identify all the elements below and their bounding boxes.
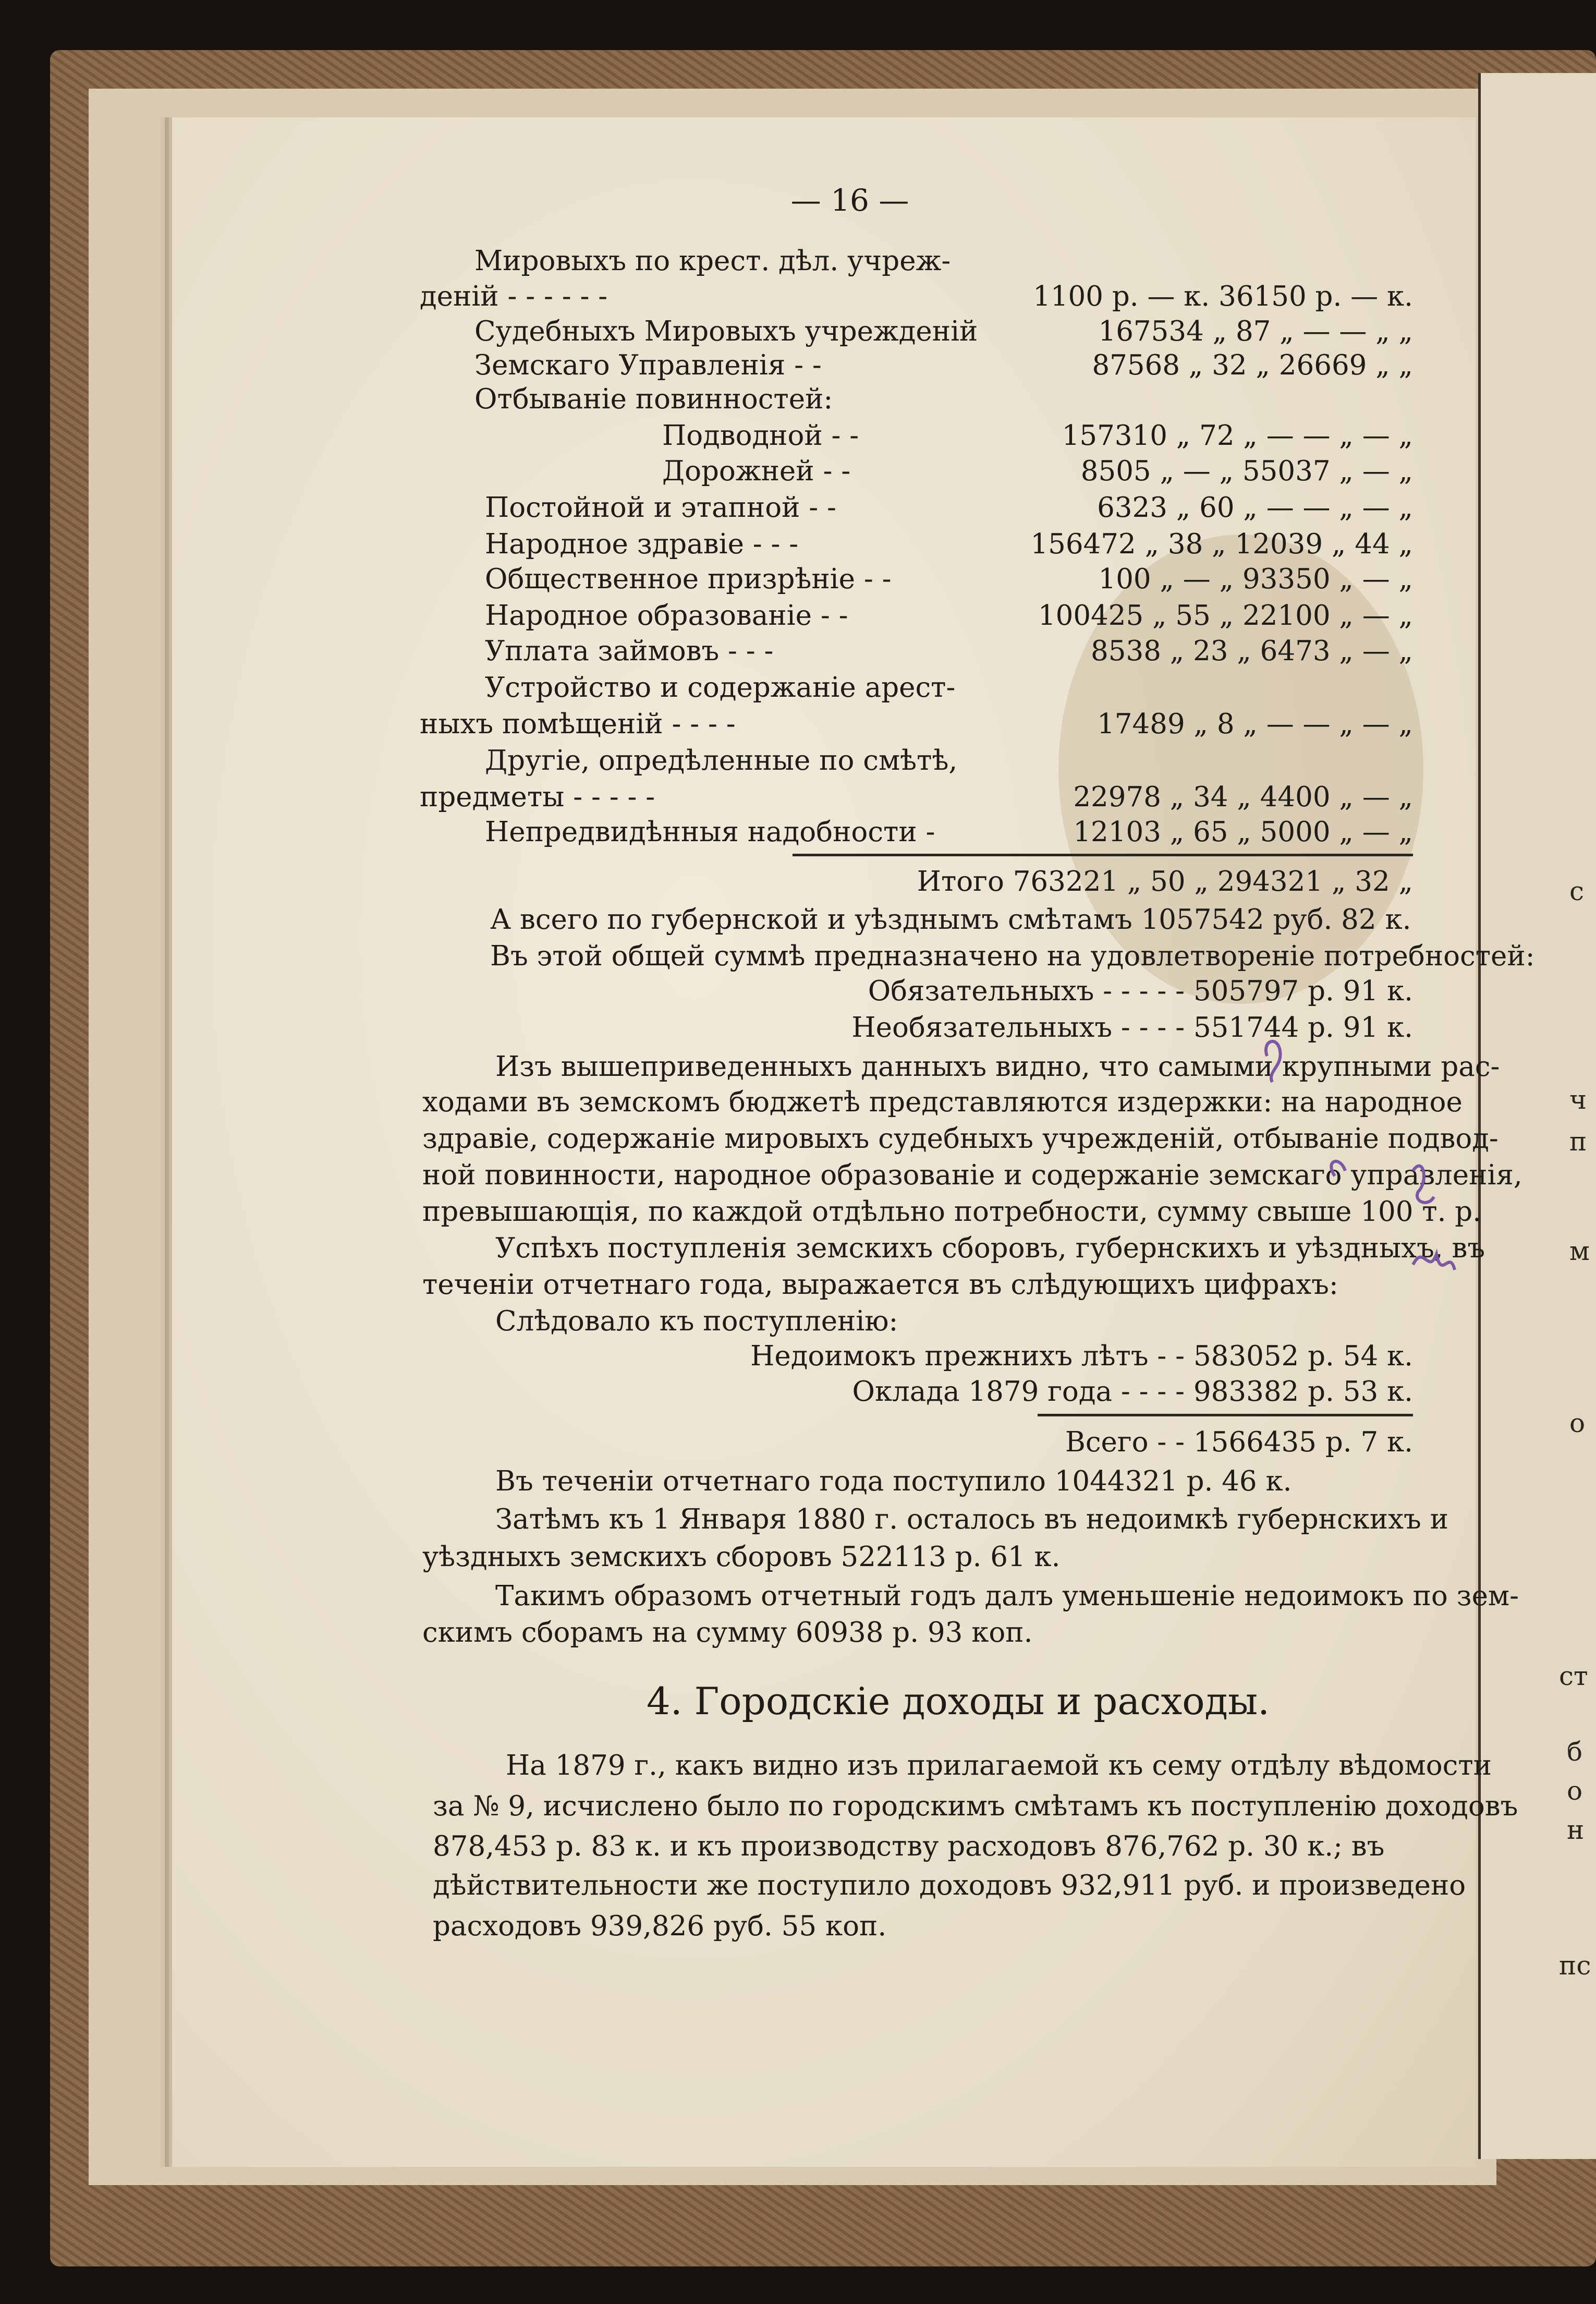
paragraph-line: Въ теченіи отчетнаго года поступило 1044321 р. 46 к. <box>495 1465 1292 1497</box>
ledger-values: 12103 „ 65 „ 5000 „ — „ <box>1073 816 1413 848</box>
ledger-values: 1100 р. — к. 36150 р. — к. <box>1033 281 1413 312</box>
adjacent-letter: н <box>1567 1815 1585 1845</box>
adjacent-letter: б <box>1567 1737 1583 1767</box>
adjacent-letter: с <box>1569 876 1585 906</box>
ledger-values: 157310 „ 72 „ — — „ — „ <box>1062 420 1413 452</box>
ledger-label: Уплата займовъ - - - <box>485 635 774 667</box>
paragraph-line: теченіи отчетнаго года, выражается въ слѣдующихъ цифрахъ: <box>422 1269 1338 1301</box>
ledger-label: Непредвидѣнныя надобности - <box>485 816 935 848</box>
adjacent-letter: м <box>1569 1236 1590 1266</box>
ledger-label: Общественное призрѣніе - - <box>485 563 892 595</box>
pencil-annotation-icon <box>1257 1035 1549 1327</box>
ledger-label: Отбываніе повинностей: <box>474 383 833 415</box>
ledger-label: Дорожней - - <box>662 455 851 487</box>
adjacent-letter: о <box>1569 1408 1586 1438</box>
total-rule <box>793 854 1413 856</box>
summary-line: А всего по губернской и уѣзднымъ смѣтамъ 1057542 руб. 82 к. <box>490 904 1411 936</box>
paragraph-line: за № 9, исчислено было по городскимъ смѣтамъ къ поступленію доходовъ <box>433 1790 1518 1822</box>
ledger-label: Народное образованіе - - <box>485 600 848 632</box>
ledger-values: 17489 „ 8 „ — — „ — „ <box>1097 708 1413 740</box>
ledger-label: Земскаго Управленія - - <box>474 349 822 381</box>
ledger-label: Народное здравіе - - - <box>485 528 799 560</box>
ledger-label: Подводной - - <box>662 420 859 452</box>
adjacent-letter: п <box>1569 1126 1587 1157</box>
page <box>172 117 1535 2167</box>
ledger-values: 156472 „ 38 „ 12039 „ 44 „ <box>1030 528 1413 560</box>
paragraph-line: ходами въ земскомъ бюджетѣ представляются издержки: на народное <box>422 1086 1463 1118</box>
paragraph-line: На 1879 г., какъ видно изъ прилагаемой къ сему отдѣлу вѣдомости <box>506 1750 1492 1781</box>
summary-line: Необязательныхъ - - - - 551744 р. 91 к. <box>851 1012 1413 1044</box>
ledger-values: 100 „ — „ 93350 „ — „ <box>1098 563 1413 595</box>
adjacent-letter: ст <box>1559 1661 1588 1691</box>
paragraph-line: 878,453 р. 83 к. и къ производству расходовъ 876,762 р. 30 к.; въ <box>433 1830 1385 1862</box>
ledger-values: 8505 „ — „ 55037 „ — „ <box>1080 455 1413 487</box>
page-number: — 16 — <box>790 183 909 218</box>
ledger-values: 22978 „ 34 „ 4400 „ — „ <box>1073 781 1413 813</box>
collections-row: Недоимокъ прежнихъ лѣтъ - - 583052 р. 54 к. <box>750 1340 1413 1372</box>
paragraph-line: ной повинности, народное образованіе и содержаніе земскаго управленія, <box>422 1159 1522 1191</box>
ledger-label: Устройство и содержаніе арест- <box>485 672 956 704</box>
ledger-label: Судебныхъ Мировыхъ учрежденій <box>474 316 978 347</box>
summary-line: Обязательныхъ - - - - - 505797 р. 91 к. <box>868 975 1413 1007</box>
section-heading: 4. Городскіе доходы и расходы. <box>647 1679 1270 1723</box>
paragraph-line: Затѣмъ къ 1 Января 1880 г. осталось въ недоимкѣ губернскихъ и <box>495 1503 1448 1535</box>
ledger-label: предметы - - - - - <box>420 781 655 813</box>
collections-head: Слѣдовало къ поступленію: <box>495 1305 898 1337</box>
paragraph-line: Изъ вышеприведенныхъ данныхъ видно, что самыми крупными рас- <box>495 1051 1500 1083</box>
total-rule <box>1038 1414 1413 1416</box>
adjacent-letter: о <box>1567 1776 1583 1806</box>
paragraph-line: Успѣхъ поступленія земскихъ сборовъ, губернскихъ и уѣздныхъ, въ <box>495 1232 1485 1264</box>
ledger-label: Мировыхъ по крест. дѣл. учреж- <box>474 245 951 277</box>
ledger-values: 6323 „ 60 „ — — „ — „ <box>1097 492 1413 524</box>
collections-total: Всего - - 1566435 р. 7 к. <box>1065 1426 1413 1458</box>
adjacent-letter: ч <box>1569 1085 1587 1115</box>
ledger-label: Другіе, опредѣленные по смѣтѣ, <box>485 745 958 777</box>
ledger-values: 100425 „ 55 „ 22100 „ — „ <box>1038 600 1413 632</box>
ledger-total: Итого 763221 „ 50 „ 294321 „ 32 „ <box>917 866 1413 898</box>
ledger-label: Постойной и этапной - - <box>485 492 836 524</box>
ledger-label: ныхъ помѣщеній - - - - <box>420 708 736 740</box>
ledger-values: 87568 „ 32 „ 26669 „ „ <box>1092 349 1413 381</box>
paragraph-line: здравіе, содержаніе мировыхъ судебныхъ учрежденій, отбываніе подвод- <box>422 1123 1498 1155</box>
adjacent-letter: пс <box>1559 1950 1591 1981</box>
paragraph-line: уѣздныхъ земскихъ сборовъ 522113 р. 61 к. <box>422 1541 1061 1573</box>
paragraph-line: дѣйствительности же поступило доходовъ 932,911 руб. и произведено <box>433 1870 1466 1901</box>
ledger-values: 167534 „ 87 „ — — „ „ <box>1098 316 1413 347</box>
paragraph-line: расходовъ 939,826 руб. 55 коп. <box>433 1910 887 1942</box>
ledger-label: деній - - - - - - <box>420 281 608 312</box>
summary-line: Въ этой общей суммѣ предназначено на удовлетвореніе потребностей: <box>490 940 1535 972</box>
collections-row: Оклада 1879 года - - - - 983382 р. 53 к. <box>852 1376 1413 1408</box>
paragraph-line: превышающія, по каждой отдѣльно потребности, сумму свыше 100 т. р. <box>422 1196 1482 1228</box>
ledger-values: 8538 „ 23 „ 6473 „ — „ <box>1091 635 1413 667</box>
paragraph-line: скимъ сборамъ на сумму 60938 р. 93 коп. <box>422 1617 1033 1648</box>
paragraph-line: Такимъ образомъ отчетный годъ далъ уменьшеніе недоимокъ по зем- <box>495 1580 1519 1612</box>
